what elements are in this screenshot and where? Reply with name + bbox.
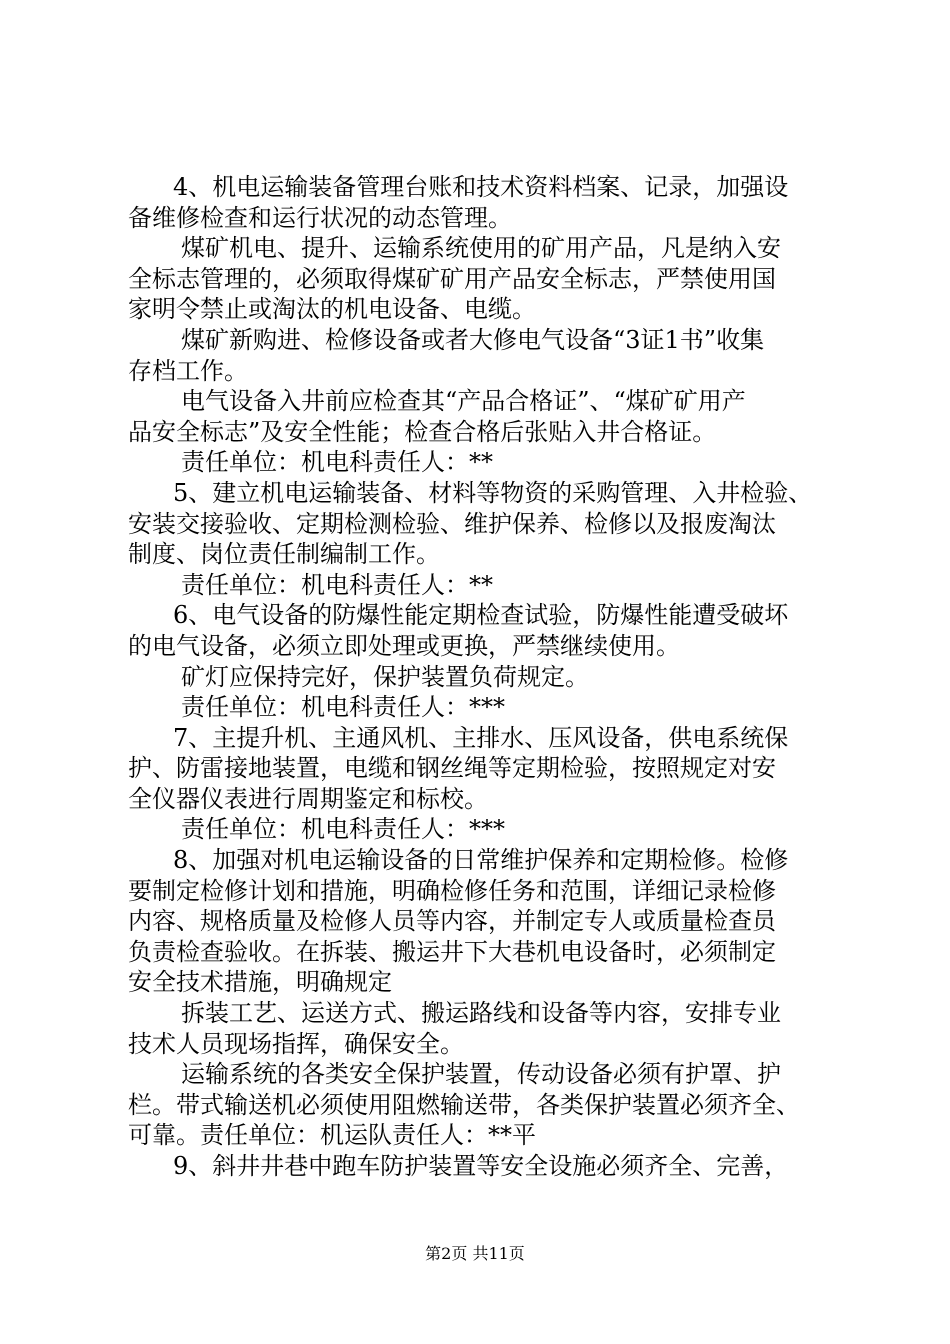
paragraph-line: 9、斜井井巷中跑车防护装置等安全设施必须齐全、完善， — [173, 1152, 789, 1180]
paragraph-line: 7、主提升机、主通风机、主排水、压风设备，供电系统保 — [173, 723, 789, 752]
responsibility-line: 责任单位：机电科责任人：** — [181, 570, 493, 599]
paragraph-line: 的电气设备，必须立即处理或更换，严禁继续使用。 — [128, 631, 680, 660]
paragraph-line: 6、电气设备的防爆性能定期检查试验，防爆性能遭受破坏 — [173, 601, 789, 630]
paragraph-line: 栏。带式输送机必须使用阻燃输送带，各类保护装置必须齐全、 — [128, 1090, 800, 1119]
paragraph-line: 存档工作。 — [128, 356, 248, 385]
paragraph-line: 安装交接验收、定期检测检验、维护保养、检修以及报废淘汰 — [128, 509, 776, 538]
paragraph-line: 煤矿新购进、检修设备或者大修电气设备“3证1书”收集 — [181, 325, 765, 354]
paragraph-line: 负责检查验收。在拆装、搬运井下大巷机电设备时，必须制定 — [128, 937, 776, 966]
paragraph-line: 5、建立机电运输装备、材料等物资的采购管理、入井检验、 — [173, 478, 813, 507]
paragraph-line: 8、加强对机电运输设备的日常维护保养和定期检修。检修 — [173, 846, 789, 875]
paragraph-line: 备维修检查和运行状况的动态管理。 — [128, 203, 512, 232]
paragraph-line: 制度、岗位责任制编制工作。 — [128, 540, 440, 569]
paragraph-line: 家明令禁止或淘汰的机电设备、电缆。 — [128, 295, 536, 324]
paragraph-line: 4、机电运输装备管理台账和技术资料档案、记录，加强设 — [173, 173, 789, 201]
paragraph-line: 技术人员现场指挥，确保安全。 — [128, 1029, 464, 1058]
paragraph-line: 拆装工艺、运送方式、搬运路线和设备等内容，安排专业 — [181, 999, 781, 1028]
paragraph-line: 要制定检修计划和措施，明确检修任务和范围，详细记录检修 — [128, 876, 776, 905]
responsibility-line: 责任单位：机电科责任人：*** — [181, 815, 505, 844]
paragraph-line: 可靠。责任单位：机运队责任人：**平 — [128, 1121, 536, 1150]
paragraph-line: 内容、规格质量及检修人员等内容，并制定专人或质量检查员 — [128, 907, 776, 936]
paragraph-line: 品安全标志”及安全性能；检查合格后张贴入井合格证。 — [128, 417, 717, 446]
page-number-label: 第2页 共11页 — [425, 1244, 525, 1263]
paragraph-line: 全标志管理的，必须取得煤矿矿用产品安全标志，严禁使用国 — [128, 264, 776, 293]
page-footer — [0, 1244, 950, 1264]
paragraph-line: 煤矿机电、提升、运输系统使用的矿用产品，凡是纳入安 — [181, 234, 781, 263]
paragraph-line: 矿灯应保持完好，保护装置负荷规定。 — [181, 662, 589, 691]
paragraph-line: 电气设备入井前应检查其“产品合格证”、“煤矿矿用产 — [181, 387, 746, 416]
document-body — [128, 172, 828, 1182]
paragraph-line: 全仪器仪表进行周期鉴定和标校。 — [128, 784, 488, 813]
paragraph-line: 运输系统的各类安全保护装置，传动设备必须有护罩、护 — [181, 1060, 781, 1089]
paragraph-line: 护、防雷接地装置，电缆和钢丝绳等定期检验，按照规定对安 — [128, 754, 776, 783]
paragraph-line: 安全技术措施，明确规定 — [128, 968, 392, 997]
responsibility-line: 责任单位：机电科责任人：*** — [181, 693, 505, 722]
responsibility-line: 责任单位：机电科责任人：** — [181, 448, 493, 477]
